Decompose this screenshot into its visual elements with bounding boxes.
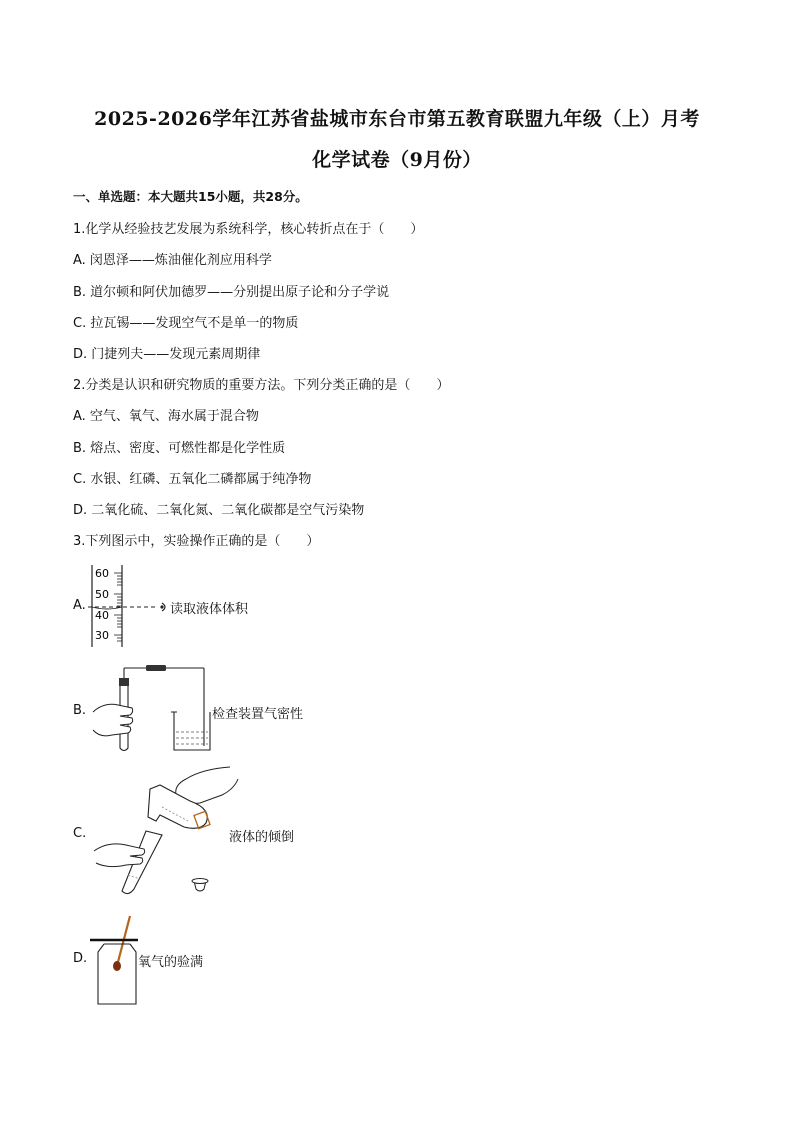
cylinder-tick-30: 30 — [95, 629, 109, 642]
question-1-option-b: B. 道尔顿和阿伏加德罗——分别提出原子论和分子学说 — [73, 285, 390, 300]
question-1-option-a: A. 闵恩泽——炼油催化剂应用科学 — [73, 253, 272, 268]
liquid-pouring-figure — [90, 765, 240, 905]
question-2-stem: 2.分类是认识和研究物质的重要方法。下列分类正确的是（ ） — [73, 378, 450, 393]
question-1-stem: 1.化学从经验技艺发展为系统科学，核心转折点在于（ ） — [73, 222, 424, 237]
section-heading: 一、单选题：本大题共15小题，共28分。 — [73, 189, 308, 204]
question-2-option-b: B. 熔点、密度、可燃性都是化学性质 — [73, 441, 286, 456]
question-3-stem: 3.下列图示中，实验操作正确的是（ ） — [73, 534, 320, 549]
exam-title-line1: 2025-2026学年江苏省盐城市东台市第五教育联盟九年级（上）月考 — [94, 108, 700, 130]
question-3-option-d-caption: 氧气的验满 — [138, 955, 204, 970]
question-2-option-d: D. 二氧化硫、二氧化氮、二氧化碳都是空气污染物 — [73, 503, 365, 518]
cylinder-tick-50: 50 — [95, 588, 109, 601]
question-3-option-b-letter: B. — [73, 703, 87, 718]
question-3-option-c-caption: 液体的倾倒 — [229, 830, 295, 845]
cylinder-tick-60: 60 — [95, 567, 109, 580]
cylinder-tick-40: 40 — [95, 609, 109, 622]
airtightness-apparatus-figure — [90, 660, 215, 755]
graduated-cylinder-figure — [88, 563, 178, 649]
question-3-option-d-letter: D. — [73, 951, 88, 966]
question-2-option-c: C. 水银、红磷、五氧化二磷都属于纯净物 — [73, 472, 312, 487]
question-3-option-b-caption: 检查装置气密性 — [212, 707, 304, 722]
question-2-option-a: A. 空气、氧气、海水属于混合物 — [73, 409, 259, 424]
question-3-option-a-letter: A. — [73, 598, 86, 613]
question-3-option-a-caption: 读取液体体积 — [170, 602, 249, 617]
question-1-option-c: C. 拉瓦锡——发现空气不是单一的物质 — [73, 316, 299, 331]
exam-title-line2: 化学试卷（9月份） — [312, 149, 482, 171]
question-1-option-d: D. 门捷列夫——发现元素周期律 — [73, 347, 261, 362]
question-3-option-c-letter: C. — [73, 826, 87, 841]
